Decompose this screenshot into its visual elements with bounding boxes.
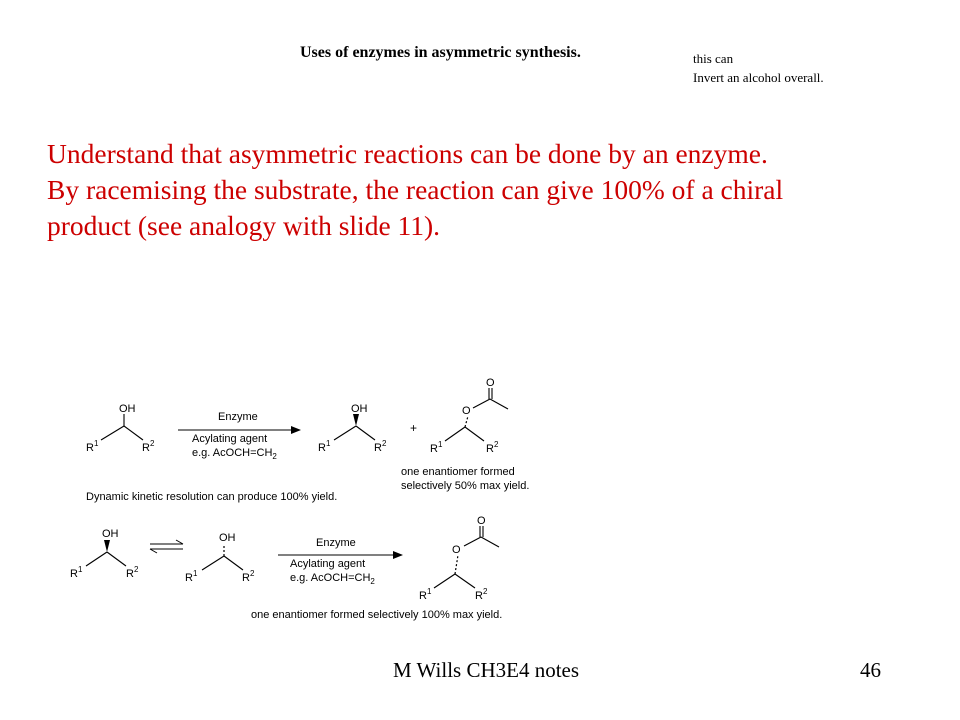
main-text-line-2: By racemising the substrate, the reaction can give 100% of a chiral [47, 174, 784, 205]
racemic-alcohol-row1 [101, 414, 143, 440]
carbonyl-o-label: O [486, 377, 495, 389]
hash-bond [465, 416, 468, 427]
wedge-bond [104, 540, 110, 552]
r1-label: R [430, 443, 438, 455]
r2-label: R [475, 590, 483, 602]
r1-superscript: 1 [193, 569, 198, 578]
r2-superscript: 2 [250, 569, 255, 578]
oh-label: OH [102, 528, 119, 540]
page-number: 46 [860, 658, 881, 682]
hash-bond [455, 555, 458, 574]
r1-label: R [70, 568, 78, 580]
r1-superscript: 1 [94, 439, 99, 448]
r1-superscript: 1 [78, 565, 83, 574]
oh-label: OH [119, 403, 136, 415]
r1-label: R [185, 572, 193, 584]
r1-label: R [318, 442, 326, 454]
acetate-ester-row1 [445, 388, 508, 441]
alcohol-enantiomer-hash [202, 556, 243, 570]
acetate-ester-row2 [434, 526, 499, 588]
r2-superscript: 2 [134, 565, 139, 574]
r1-label: R [419, 590, 427, 602]
main-text-line-3: product (see analogy with slide 11). [47, 210, 441, 241]
carbonyl-o-label: O [477, 515, 486, 527]
r2-superscript: 2 [483, 587, 488, 596]
r2-label: R [242, 572, 250, 584]
caption-row2: one enantiomer formed selectively 100% max yield. [251, 609, 503, 621]
r2-label: R [142, 442, 150, 454]
oh-label: OH [351, 403, 368, 415]
side-note-line-2: Invert an alcohol overall. [693, 70, 824, 85]
main-text-line-1: Understand that asymmetric reactions can be done by an enzyme. [47, 138, 768, 169]
r1-superscript: 1 [326, 439, 331, 448]
oh-label: OH [219, 532, 236, 544]
caption-row1-line2: selectively 50% max yield. [401, 480, 530, 492]
caption-row1-line1: one enantiomer formed [401, 466, 515, 478]
slide-title: Uses of enzymes in asymmetric synthesis. [300, 44, 581, 61]
alcohol-enantiomer-wedge [86, 552, 126, 566]
arrow-2-bottom-label-2: e.g. $AcOCH=CH_2$ [290, 572, 375, 586]
equilibrium-arrows [150, 540, 183, 553]
r1-superscript: 1 [438, 440, 443, 449]
arrow-2-bottom-label-1: Acylating agent [290, 558, 366, 570]
arrow-1-bottom-label-2: e.g. $AcOCH=CH_2$ [192, 447, 277, 461]
r2-superscript: 2 [150, 439, 155, 448]
r1-superscript: 1 [427, 587, 432, 596]
dkr-caption: Dynamic kinetic resolution can produce 100% yield. [86, 491, 338, 503]
wedge-bond [353, 414, 359, 426]
ester-o-label: O [462, 405, 471, 417]
r2-superscript: 2 [382, 439, 387, 448]
chiral-alcohol-row1 [334, 426, 375, 440]
r2-superscript: 2 [494, 440, 499, 449]
side-note-line-1: this can [693, 51, 734, 66]
ester-o-label: O [452, 544, 461, 556]
plus-sign: + [410, 421, 418, 435]
arrow-2-top-label: Enzyme [316, 537, 356, 549]
r2-label: R [374, 442, 382, 454]
r1-label: R [86, 442, 94, 454]
r2-label: R [126, 568, 134, 580]
arrow-1-top-label: Enzyme [218, 411, 258, 423]
r2-label: R [486, 443, 494, 455]
footer-author: M Wills CH3E4 notes [393, 658, 580, 682]
arrow-1-bottom-label-1: Acylating agent [192, 433, 268, 445]
